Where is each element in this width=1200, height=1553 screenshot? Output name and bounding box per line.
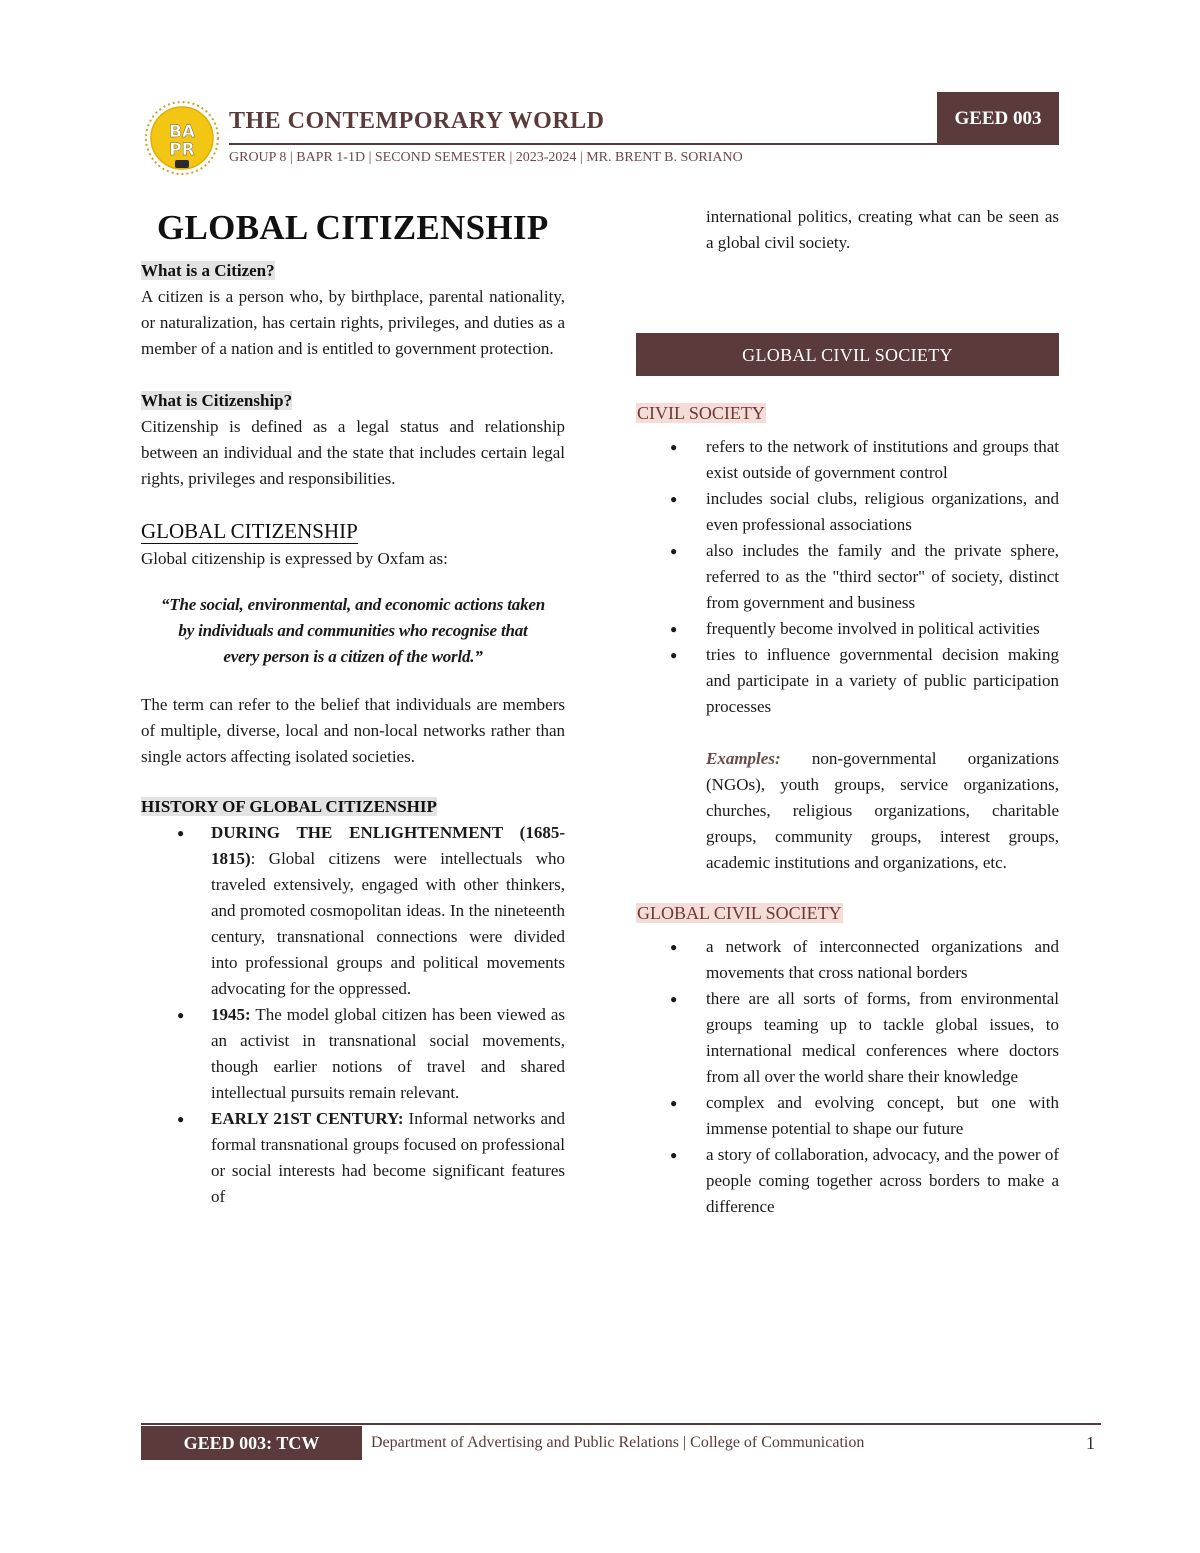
list-item: ● complex and evolving concept, but one with immense potential to shape our future [706,1090,1059,1142]
history-heading: HISTORY OF GLOBAL CITIZENSHIP [141,797,437,816]
global-civil-society-heading: GLOBAL CIVIL SOCIETY [637,903,842,923]
course-code-badge: GEED 003 [937,92,1059,145]
history-list [141,820,565,1210]
footer-department: Department of Advertising and Public Relations | College of Communication [371,1434,865,1451]
continued-text: international politics, creating what can be seen as a global civil society. [706,207,1059,252]
oxfam-quote: “The social, environmental, and economic actions taken by individuals and communities who recognise that every person is a citizen of the world.” [161,595,545,666]
global-citizenship-heading: GLOBAL CITIZENSHIP [141,519,358,543]
left-column [141,204,565,1210]
page-number: 1 [1086,1433,1095,1453]
header-divider [229,143,937,145]
list-item: ● a network of interconnected organizations and movements that cross national borders [706,934,1059,986]
page-title: GLOBAL CITIZENSHIP [157,208,549,247]
right-column [636,204,1059,1220]
svg-text:BA: BA [168,122,196,142]
document-header-title: THE CONTEMPORARY WORLD [229,108,605,134]
citizen-question: What is a Citizen? [141,261,275,280]
list-item: ● a story of collaboration, advocacy, and the power of people coming together across borders to make a difference [706,1142,1059,1220]
document-header-subtitle: GROUP 8 | BAPR 1-1D | SECOND SEMESTER | 2023-2024 | MR. BRENT B. SORIANO [229,150,743,165]
global-citizenship-term: The term can refer to the belief that individuals are members of multiple, diverse, local and non-local networks rather than single actors affecting isolated societies. [141,695,565,766]
citizen-definition: A citizen is a person who, by birthplace, parental nationality, or naturalization, has certain rights, privileges, and duties as a member of a nation and is entitled to government protection. [141,287,565,358]
footer-divider [141,1423,1101,1425]
civil-society-examples: Examples: non-governmental organizations (NGOs), youth groups, service organizations, churches, religious organizations, charitable groups, community groups, interest groups, academic institutions and organizations, etc. [706,749,1059,872]
list-item: ● DURING THE ENLIGHTENMENT (1685-1815): Global citizens were intellectuals who traveled extensively, engaged with other thinkers, and promoted cosmopolitan ideas. In the nineteenth century, transnational connections were divided into professional groups and political movements advocating for the oppressed. [211,820,565,1002]
list-item: ● frequently become involved in political activities [706,616,1059,642]
list-item: ● EARLY 21ST CENTURY: Informal networks and formal transnational groups focused on professional or social interests had become significant features of [211,1106,565,1210]
bapr-logo [144,100,220,176]
list-item: ● there are all sorts of forms, from environmental groups teaming up to tackle global issues, to international medical conferences where doctors from all over the world share their knowledge [706,986,1059,1090]
civil-society-list [636,434,1059,720]
list-item: ● refers to the network of institutions and groups that exist outside of government control [706,434,1059,486]
list-item: ● tries to influence governmental decision making and participate in a variety of public participation processes [706,642,1059,720]
list-item: ● 1945: The model global citizen has been viewed as an activist in transnational social movements, though earlier notions of travel and shared intellectual pursuits remain relevant. [211,1002,565,1106]
list-item: ● also includes the family and the private sphere, referred to as the "third sector" of society, distinct from government and business [706,538,1059,616]
spacer [141,362,565,388]
global-citizenship-intro: Global citizenship is expressed by Oxfam as: [141,549,448,568]
svg-text:PR: PR [169,140,195,160]
citizenship-definition: Citizenship is defined as a legal status and relationship between an individual and the state that includes certain legal rights, privileges and responsibilities. [141,417,565,488]
footer-course-label: GEED 003: TCW [141,1426,362,1460]
civil-society-heading: CIVIL SOCIETY [637,403,765,423]
global-civil-society-list [636,934,1059,1220]
list-item: ● includes social clubs, religious organizations, and even professional associations [706,486,1059,538]
section-banner-global-civil-society: GLOBAL CIVIL SOCIETY [636,333,1059,376]
citizenship-question: What is Citizenship? [141,391,293,410]
